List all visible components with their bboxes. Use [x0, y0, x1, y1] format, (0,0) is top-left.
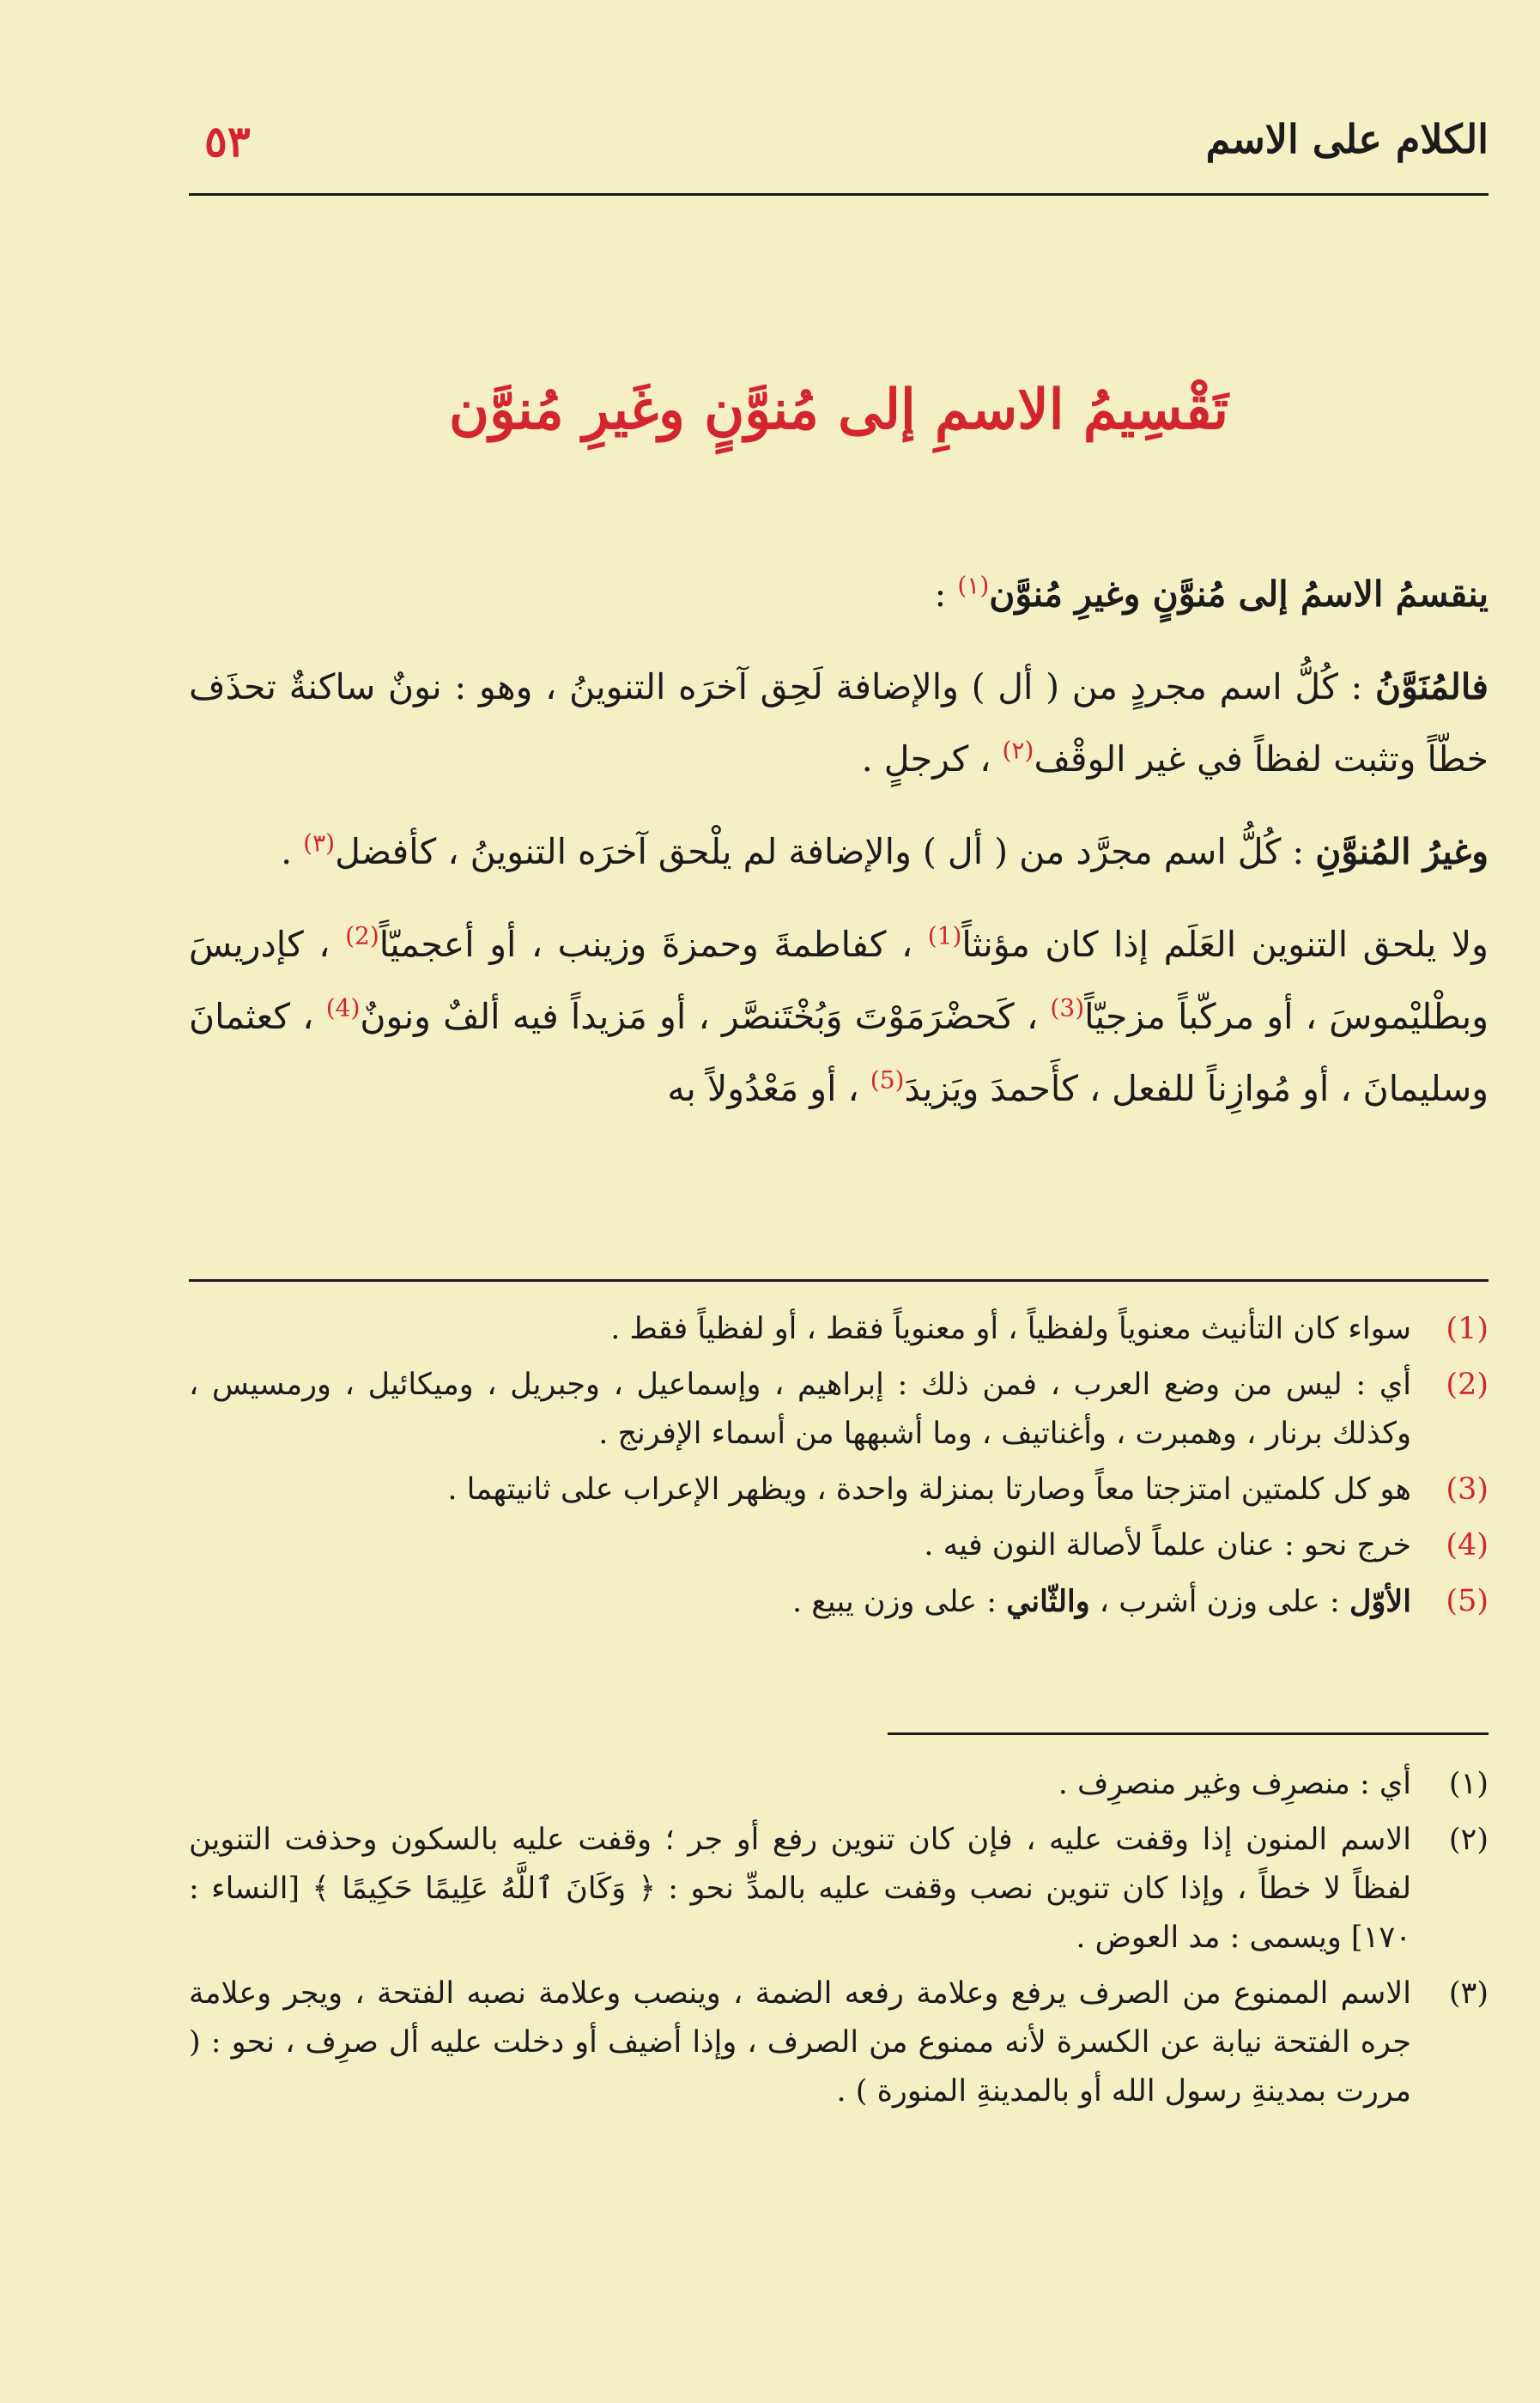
p2-end: ، كرجلٍ . — [861, 738, 1003, 780]
footnote-item — [189, 1305, 1488, 1354]
p4-b: ، كفاطمةَ وحمزةَ وزينب ، أو أعجميّاً — [379, 924, 928, 965]
footnote-text: أي : ليس من وضع العرب ، فمن ذلك : إبراهيم ، وإسماعيل ، وجبريل ، وميكائيل ، ورمسيس ، وكذلك برنار ، وهمبرت ، وأغناتيف ، وما أشبهها من أسماء الإفرنج . — [189, 1368, 1411, 1451]
footnote-ref-1: (١) — [957, 571, 990, 600]
p3-text: : كُلُّ اسم مجرَّد من ( أل ) والإضافة لم يلْحق آخرَه التنوينُ ، كأفضل — [335, 831, 1316, 872]
footnote-ref-3: (٣) — [303, 828, 336, 858]
footnote-ref-a2: (2) — [345, 921, 379, 950]
footnotes-block-1 — [189, 1305, 1488, 1634]
paragraph-4 — [189, 908, 1488, 1125]
page-number: ٥٣ — [204, 116, 251, 167]
footnote-text: خرج نحو : عنان علماً لأصالة النون فيه . — [924, 1528, 1411, 1563]
paragraph-1 — [189, 558, 1488, 630]
p1-end: : — [934, 573, 958, 615]
p4-c: ، كإدريسَ وبطْليْموسَ ، أو مركّباً مزجيّاً — [189, 924, 1488, 1037]
footnote-item — [189, 1816, 1488, 1963]
p3-end: . — [281, 831, 304, 872]
footnote-text: سواء كان التأنيث معنوياً ولفظياً ، أو معنوياً فقط ، أو لفظياً فقط . — [610, 1312, 1411, 1346]
main-text — [189, 558, 1488, 1145]
p2-text: : كُلُّ اسم مجردٍ من ( أل ) والإضافة لَحِق آخرَه التنوينُ ، وهو : نونٌ ساكنةٌ تحذَف خطّاً وتثبت لفظاً في غير الوقْف — [189, 666, 1488, 780]
footnote-ref-a4: (4) — [325, 993, 361, 1022]
footnote-number: (2) — [1446, 1368, 1488, 1402]
paragraph-3 — [189, 816, 1488, 888]
p3-bold: وغيرُ المُنوَّنِ — [1315, 831, 1488, 872]
footnote-item — [189, 1361, 1488, 1459]
footnotes-block-2 — [189, 1760, 1488, 2123]
footnote-item — [189, 1760, 1488, 1809]
footnote-item — [189, 1969, 1488, 2116]
footnote-number: (4) — [1446, 1528, 1488, 1563]
footnote-text: هو كل كلمتين امتزجتا معاً وصارتا بمنزلة واحدة ، ويظهر الإعراب على ثانيتهما . — [447, 1472, 1411, 1507]
footnote-item — [189, 1577, 1488, 1627]
p4-f: ، أو مَعْدُولاً به — [667, 1068, 870, 1109]
footnote-bold-second: والثّاني — [1006, 1584, 1090, 1619]
running-title: الكلام على الاسم — [1205, 116, 1488, 162]
footnote-text: الاسم الممنوع من الصرف يرفع وعلامة رفعه الضمة ، وينصب وعلامة نصبه الفتحة ، ويجر وعلامة جره الفتحة نيابة عن الكسرة لأنه ممنوع من الصرف ، وإذا أضيف أو دخلت عليه أل صرِف ، نحو : ( مررت بمدينةِ رسول الله أو بالمدينةِ المنورة ) . — [189, 1976, 1411, 2109]
p4-e: ، كعثمانَ وسليمانَ ، أو مُوازِناً للفعل ، كأَحمدَ ويَزيدَ — [189, 996, 1488, 1109]
footnote-number: (5) — [1446, 1584, 1488, 1618]
footnote-number: (٢) — [1448, 1823, 1488, 1857]
paragraph-2 — [189, 651, 1488, 795]
p4-a: ولا يلحق التنوين العَلَم إذا كان مؤنثاً — [961, 924, 1488, 965]
footnote-ref-2: (٢) — [1002, 736, 1034, 765]
p1-bold: ينقسمُ الاسمُ إلى مُنوَّنٍ وغيرِ مُنوَّن — [989, 573, 1488, 615]
footnote-item — [189, 1521, 1488, 1570]
p4-d: ، كَحضْرَمَوْتَ وَبُخْتَنصَّر ، أو مَزيداً فيه ألفٌ ونونٌ — [360, 996, 1051, 1037]
footnote-text: : على وزن يبيع . — [792, 1585, 1007, 1619]
footnote-ref-a5: (5) — [870, 1065, 905, 1095]
footnote-number: (1) — [1446, 1312, 1488, 1346]
footnote-bold-first: الأوّل — [1349, 1584, 1411, 1619]
footnote-number: (٣) — [1448, 1976, 1488, 2011]
footnote-text: الاسم المنون إذا وقفت عليه ، فإن كان تنوين رفع أو جر ؛ وقفت عليه بالسكون وحذفت التنوين لفظاً لا خطاً ، وإذا كان تنوين نصب وقفت عليه بالمدِّ نحو : ﴿ وَكَانَ ٱللَّهُ عَلِيمًا حَكِيمًا ﴾ [النساء : ١٧٠] ويسمى : مد العوض . — [189, 1823, 1411, 1955]
footnotes-rule-1 — [189, 1279, 1488, 1282]
footnote-ref-a1: (1) — [927, 921, 962, 950]
footnote-item — [189, 1465, 1488, 1514]
footnotes-rule-2 — [888, 1732, 1488, 1735]
section-title: تَقْسِيمُ الاسمِ إلى مُنوَّنٍ وغَيرِ مُنوَّن — [448, 378, 1229, 442]
footnote-text: أي : منصرِف وغير منصرِف . — [1058, 1767, 1411, 1801]
footnote-text: : على وزن أشرب ، — [1089, 1585, 1349, 1619]
footnote-number: (١) — [1448, 1767, 1488, 1801]
p2-bold: فالمُنَوَّنُ — [1375, 666, 1488, 707]
footnote-number: (3) — [1446, 1472, 1488, 1507]
footnote-ref-a3: (3) — [1050, 993, 1085, 1022]
page-header — [189, 116, 1488, 202]
header-rule — [189, 193, 1488, 196]
